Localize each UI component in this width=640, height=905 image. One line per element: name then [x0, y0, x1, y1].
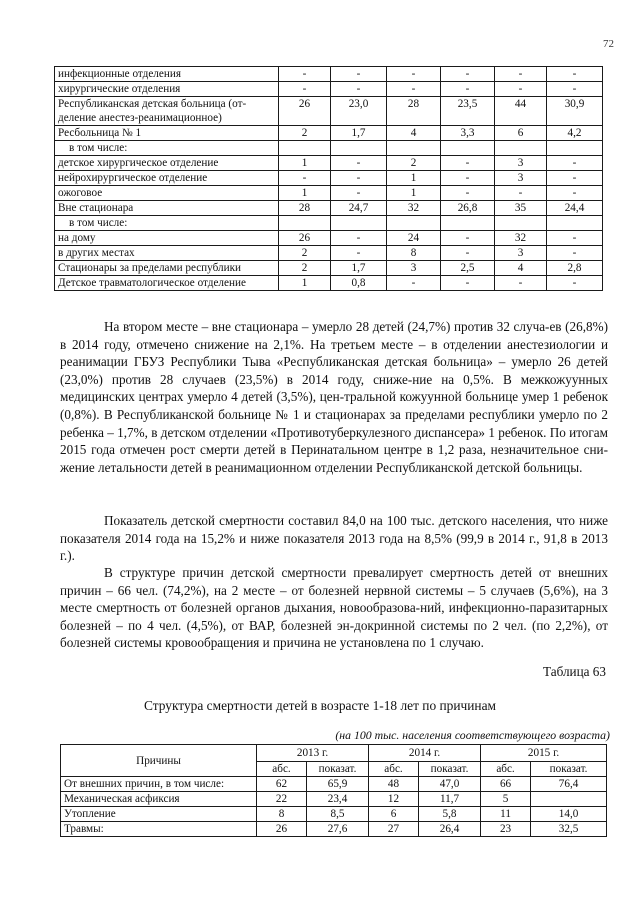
cell: 3 — [387, 261, 441, 276]
table-row — [55, 171, 603, 186]
cell: - — [547, 82, 603, 97]
table-row — [61, 777, 607, 792]
header-year: 2015 г. — [481, 745, 607, 762]
table-row — [61, 822, 607, 837]
header-year: 2013 г. — [257, 745, 369, 762]
row-label: Утопление — [61, 807, 257, 822]
cell: - — [547, 67, 603, 82]
paragraph-second-place — [60, 318, 608, 476]
table2-body — [61, 745, 607, 837]
cell: 3 — [495, 246, 547, 261]
row-label: От внешних причин, в том числе: — [61, 777, 257, 792]
cell: 26 — [257, 822, 307, 837]
table-row — [55, 216, 603, 231]
cell: 2 — [279, 126, 331, 141]
table-units-note: (на 100 тыс. населения соответствующего возраста) — [335, 728, 610, 742]
row-label: ожоговое — [55, 186, 279, 201]
cell: - — [331, 171, 387, 186]
subheader-rate: показат. — [307, 762, 369, 777]
cell: - — [331, 186, 387, 201]
cell — [279, 216, 331, 231]
cell: - — [387, 276, 441, 291]
cell: 28 — [387, 97, 441, 126]
cell: - — [331, 231, 387, 246]
cell — [387, 141, 441, 156]
cell: - — [547, 276, 603, 291]
cell: 65,9 — [307, 777, 369, 792]
header-reasons: Причины — [61, 745, 257, 777]
cell — [495, 216, 547, 231]
cell: 28 — [279, 201, 331, 216]
cell: - — [331, 246, 387, 261]
row-label: Республиканская детская больница (от-деление анестез-реанимационное) — [55, 97, 279, 126]
cell: 4 — [495, 261, 547, 276]
table-row — [55, 126, 603, 141]
row-label: на дому — [55, 231, 279, 246]
cell: - — [441, 82, 495, 97]
cell: 14,0 — [531, 807, 607, 822]
cell: 26 — [279, 97, 331, 126]
cell: 1,7 — [331, 126, 387, 141]
cell: 26,4 — [419, 822, 481, 837]
cell: - — [331, 67, 387, 82]
mortality-causes-table — [60, 744, 607, 837]
table-row — [61, 792, 607, 807]
table-row — [55, 261, 603, 276]
cell: - — [547, 156, 603, 171]
cell: 11 — [481, 807, 531, 822]
cell: - — [441, 276, 495, 291]
row-label: хирургические отделения — [55, 82, 279, 97]
cell — [331, 141, 387, 156]
cell: 2 — [279, 261, 331, 276]
subheader-abs: абс. — [369, 762, 419, 777]
cell: - — [495, 186, 547, 201]
row-label: детское хирургическое отделение — [55, 156, 279, 171]
cell: - — [441, 156, 495, 171]
paragraph-structure — [60, 564, 608, 652]
cell: - — [441, 231, 495, 246]
cell — [495, 141, 547, 156]
cell: - — [331, 156, 387, 171]
row-label: Ресбольница № 1 — [55, 126, 279, 141]
cell: 1 — [279, 276, 331, 291]
cell: 1 — [279, 186, 331, 201]
row-label: Стационары за пределами республики — [55, 261, 279, 276]
table-number-label: Таблица 63 — [543, 664, 606, 679]
cell: 32,5 — [531, 822, 607, 837]
table-row — [55, 201, 603, 216]
cell: 23 — [481, 822, 531, 837]
table-row — [55, 141, 603, 156]
cell: 24 — [387, 231, 441, 246]
cell: 6 — [369, 807, 419, 822]
header-row — [61, 745, 607, 762]
paragraph-text: Показатель детской смертности составил 84,0 на 100 тыс. детского населения, что ниже показателя 2014 года на 15,2% и ниже показателя 2013 года на 8,5% (99,9 в 2014 г., 91,8 в 2013 г.). — [60, 513, 608, 564]
cell: 44 — [495, 97, 547, 126]
cell: 8 — [387, 246, 441, 261]
cell: 22 — [257, 792, 307, 807]
cell: 3 — [495, 171, 547, 186]
table-row — [55, 276, 603, 291]
table-row — [55, 67, 603, 82]
table-row — [61, 807, 607, 822]
cell: 76,4 — [531, 777, 607, 792]
cell: - — [547, 186, 603, 201]
cell: 6 — [495, 126, 547, 141]
table-caption: Структура смертности детей в возрасте 1-18 лет по причинам — [143, 698, 497, 713]
cell: - — [547, 246, 603, 261]
cell — [547, 216, 603, 231]
table1-body — [55, 67, 603, 291]
cell: - — [547, 171, 603, 186]
row-label: в том числе: — [55, 141, 279, 156]
cell: 62 — [257, 777, 307, 792]
table-row — [55, 246, 603, 261]
deaths-by-location-table — [54, 66, 603, 291]
cell: - — [331, 82, 387, 97]
paragraph-text: В структуре причин детской смертности превалирует смертность детей от внешних причин – 66 чел. (74,2%), на 2 месте – от болезней нервной системы – 5 случаев (5,6%), на 3 месте смертность от болезней органов дыхания, новообразова-ний, инфекционно-паразитарных болезней – по 4 чел. (4,5%), от ВАР, болезней эн-докринной системы по 2 чел. (по 2,2%), от болезней системы кровообращения и причина не установлена по 1 случаю. — [60, 565, 608, 651]
header-year: 2014 г. — [369, 745, 481, 762]
cell: 26,8 — [441, 201, 495, 216]
cell: 12 — [369, 792, 419, 807]
cell: - — [547, 231, 603, 246]
cell: 4 — [387, 126, 441, 141]
cell: - — [279, 171, 331, 186]
cell: 4,2 — [547, 126, 603, 141]
row-label: Вне стационара — [55, 201, 279, 216]
cell: 66 — [481, 777, 531, 792]
cell: 3 — [495, 156, 547, 171]
table-row — [55, 82, 603, 97]
table-row — [55, 156, 603, 171]
cell: - — [441, 246, 495, 261]
subheader-rate: показат. — [531, 762, 607, 777]
cell: 35 — [495, 201, 547, 216]
row-label: в том числе: — [55, 216, 279, 231]
cell: - — [387, 82, 441, 97]
cell: - — [495, 82, 547, 97]
cell — [387, 216, 441, 231]
cell: 30,9 — [547, 97, 603, 126]
cell: 23,5 — [441, 97, 495, 126]
cell: 23,4 — [307, 792, 369, 807]
table-row — [55, 97, 603, 126]
cell: - — [279, 67, 331, 82]
cell: 2,8 — [547, 261, 603, 276]
cell: 2,5 — [441, 261, 495, 276]
cell — [441, 216, 495, 231]
cell: 8,5 — [307, 807, 369, 822]
row-label: Детское травматологическое отделение — [55, 276, 279, 291]
cell: 24,7 — [331, 201, 387, 216]
cell — [279, 141, 331, 156]
table-row — [55, 231, 603, 246]
cell: - — [279, 82, 331, 97]
row-label: нейрохирургическое отделение — [55, 171, 279, 186]
row-label: Механическая асфиксия — [61, 792, 257, 807]
subheader-abs: абс. — [481, 762, 531, 777]
subheader-abs: абс. — [257, 762, 307, 777]
cell: - — [441, 186, 495, 201]
cell: 23,0 — [331, 97, 387, 126]
cell — [441, 141, 495, 156]
cell: 3,3 — [441, 126, 495, 141]
cell: 27 — [369, 822, 419, 837]
cell: 27,6 — [307, 822, 369, 837]
cell: 26 — [279, 231, 331, 246]
cell: - — [495, 276, 547, 291]
cell: 1,7 — [331, 261, 387, 276]
subheader-rate: показат. — [419, 762, 481, 777]
cell: - — [495, 67, 547, 82]
cell — [547, 141, 603, 156]
row-label: инфекционные отделения — [55, 67, 279, 82]
paragraph-text: На втором месте – вне стационара – умерло 28 детей (24,7%) против 32 случа-ев (26,8%) в 2014 году, отмечено снижение на 2,1%. На третьем месте – в отделении анестезиологии и реанимации ГБУЗ Республики Тыва «Республиканская детская больница» – умерло 26 детей (23,0%) против 28 случаев (23,5%) в 2014 году, сниже-ние на 0,5%. В межкожуунных медицинских центрах умерло 4 детей (3,5%), цен-тральной кожуунной больнице умер 1 ребенок (0,8%). В Республиканской больнице № 1 и стационарах за пределами республики умерло по 2 ребенка – 1,7%, в детском отделении «Противотуберкулезного диспансера» 1 ребенок. По итогам 2015 года отмечен рост смерти детей в Перинатальном центре в 1,2 раза, незначительное сни-жение летальности детей в реанимационном отделении Республиканской детской больницы. — [60, 319, 608, 475]
cell: - — [441, 67, 495, 82]
cell: 5,8 — [419, 807, 481, 822]
row-label: в других местах — [55, 246, 279, 261]
cell: - — [387, 67, 441, 82]
cell: 8 — [257, 807, 307, 822]
table-row — [55, 186, 603, 201]
cell: 47,0 — [419, 777, 481, 792]
cell: 32 — [387, 201, 441, 216]
cell: 24,4 — [547, 201, 603, 216]
paragraph-mortality-rate — [60, 512, 608, 565]
cell: 0,8 — [331, 276, 387, 291]
row-label: Травмы: — [61, 822, 257, 837]
cell: 1 — [279, 156, 331, 171]
cell: 2 — [387, 156, 441, 171]
cell: 48 — [369, 777, 419, 792]
cell: 5 — [481, 792, 531, 807]
cell: 2 — [279, 246, 331, 261]
cell: 1 — [387, 171, 441, 186]
cell: - — [441, 171, 495, 186]
cell: 32 — [495, 231, 547, 246]
cell — [531, 792, 607, 807]
cell: 1 — [387, 186, 441, 201]
cell: 11,7 — [419, 792, 481, 807]
page-number: 72 — [603, 38, 614, 50]
cell — [331, 216, 387, 231]
